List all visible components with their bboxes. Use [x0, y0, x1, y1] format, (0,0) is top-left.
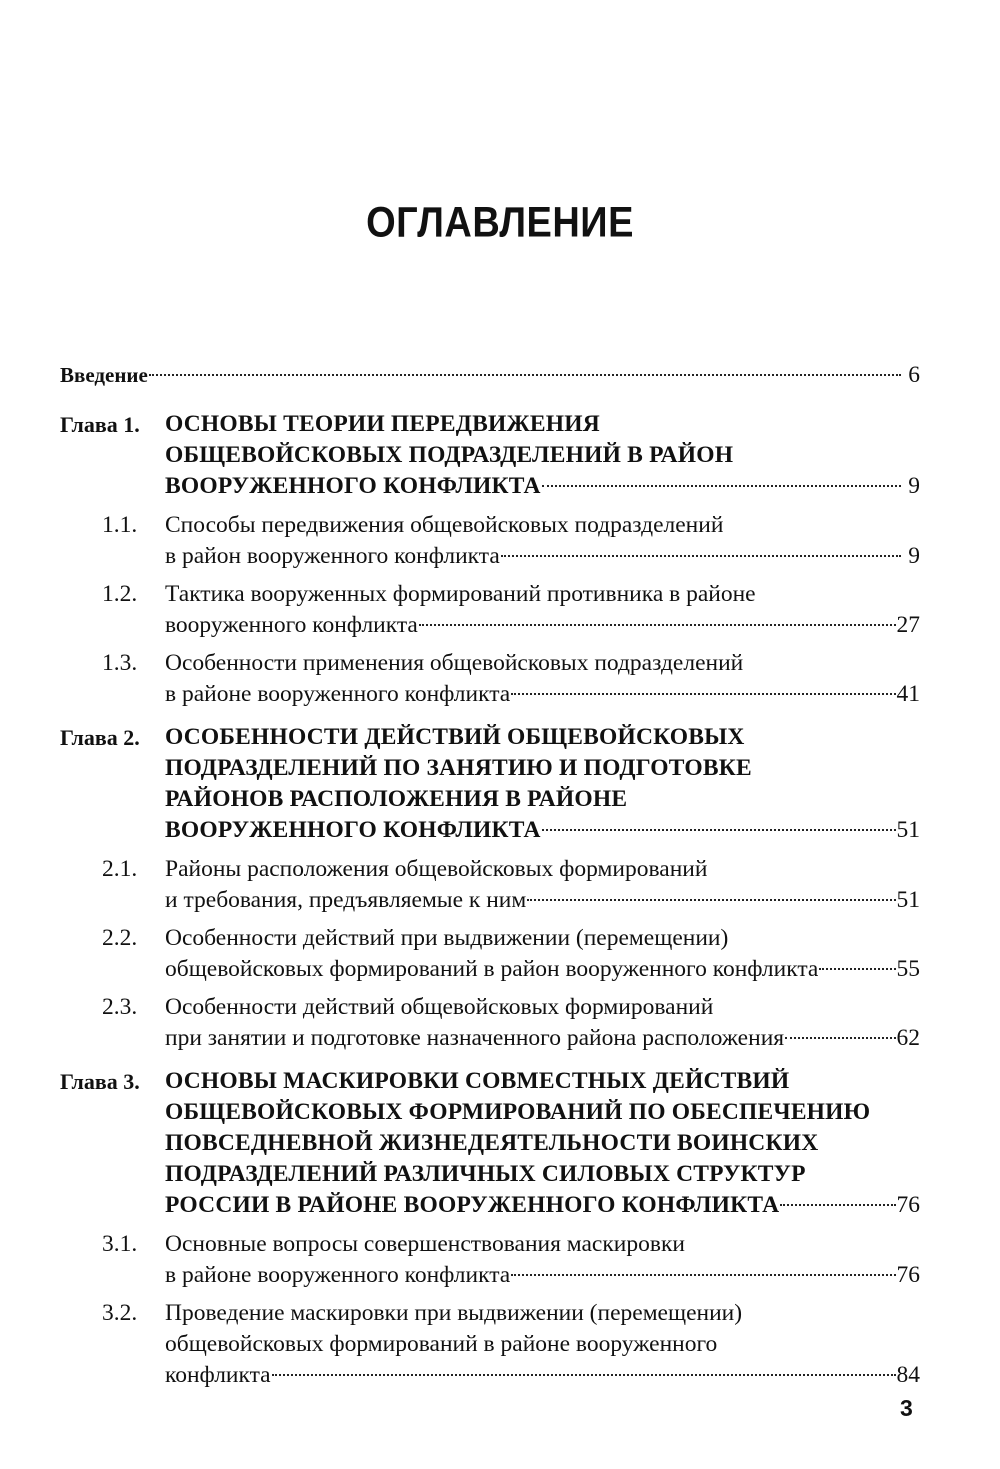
toc-line: [165, 510, 920, 541]
toc-line: [165, 753, 920, 784]
page-number: 51: [896, 817, 920, 843]
toc-line: [165, 409, 920, 440]
page-number: 27: [896, 612, 920, 638]
page-number: 55: [896, 956, 920, 982]
toc-entry-introduction[interactable]: [60, 360, 920, 391]
toc-line: [165, 885, 920, 916]
page-number: 9: [908, 543, 920, 569]
dot-leader: [511, 693, 895, 695]
toc-chapter-entry[interactable]: [60, 722, 920, 846]
toc-line: [165, 440, 920, 471]
entry-body: [165, 722, 920, 846]
dot-leader: [780, 1204, 895, 1206]
page-number: 41: [896, 681, 920, 707]
toc-line: [165, 954, 920, 985]
section-number: 1.3.: [102, 650, 138, 676]
section-number: 2.2.: [102, 925, 138, 951]
section-number: 2.1.: [102, 856, 138, 882]
toc-line: [165, 1298, 920, 1329]
toc-section-entry[interactable]: [60, 1229, 920, 1291]
entry-title-line: ОСНОВЫ МАСКИРОВКИ СОВМЕСТНЫХ ДЕЙСТВИЙ: [165, 1068, 790, 1094]
entry-title-line: Проведение маскировки при выдвижении (перемещении): [165, 1300, 743, 1326]
dot-leader: [511, 1274, 895, 1276]
toc-line: [165, 1190, 920, 1221]
toc-line: [165, 541, 920, 572]
dot-leader: [501, 555, 901, 557]
toc-line: [165, 648, 920, 679]
toc-line: [165, 1329, 920, 1360]
entry-title-line: при занятии и подготовке назначенного района расположения: [165, 1025, 785, 1051]
entry-title-line: ОСОБЕННОСТИ ДЕЙСТВИЙ ОБЩЕВОЙСКОВЫХ: [165, 724, 745, 750]
toc-section-entry[interactable]: [60, 854, 920, 916]
dot-leader: [272, 1374, 896, 1376]
page-title: ОГЛАВЛЕНИЕ: [366, 199, 634, 247]
section-number: 1.2.: [102, 581, 138, 607]
toc-chapter-entry[interactable]: [60, 1066, 920, 1221]
entry-body: [165, 579, 920, 641]
toc-line: [165, 815, 920, 846]
entry-title-line: Особенности действий при выдвижении (перемещении): [165, 925, 729, 951]
toc-section-entry[interactable]: [60, 923, 920, 985]
toc-section-entry[interactable]: [60, 510, 920, 572]
chapter-list: [60, 409, 920, 1391]
entry-title-line: Районы расположения общевойсковых формирований: [165, 856, 708, 882]
entry-body: [165, 510, 920, 572]
chapter-label: Глава 1.: [60, 412, 140, 437]
page-number: 62: [896, 1025, 920, 1051]
entry-title-line: Особенности действий общевойсковых формирований: [165, 994, 714, 1020]
entry-title-line: ОСНОВЫ ТЕОРИИ ПЕРЕДВИЖЕНИЯ: [165, 411, 600, 437]
toc-section-entry[interactable]: [60, 579, 920, 641]
entry-title-line: РАЙОНОВ РАСПОЛОЖЕНИЯ В РАЙОНЕ: [165, 786, 628, 812]
toc-line: [165, 610, 920, 641]
table-of-contents: [60, 360, 920, 1398]
entry-title-line: Способы передвижения общевойсковых подразделений: [165, 512, 724, 538]
toc-line: [165, 923, 920, 954]
toc-line: [165, 722, 920, 753]
page-number: 76: [896, 1192, 920, 1218]
entry-body: [165, 923, 920, 985]
toc-line: [165, 1229, 920, 1260]
toc-line: [165, 1159, 920, 1190]
entry-title-line: ПОДРАЗДЕЛЕНИЙ ПО ЗАНЯТИЮ И ПОДГОТОВКЕ: [165, 755, 752, 781]
toc-line: [165, 1360, 920, 1391]
entry-title-line: Особенности применения общевойсковых подразделений: [165, 650, 744, 676]
entry-body: [165, 1066, 920, 1221]
toc-line: [165, 1066, 920, 1097]
entry-title-line: ОБЩЕВОЙСКОВЫХ ПОДРАЗДЕЛЕНИЙ В РАЙОН: [165, 442, 734, 468]
entry-body: [165, 409, 920, 502]
entry-body: [165, 1229, 920, 1291]
entry-title-line: ВООРУЖЕННОГО КОНФЛИКТА: [165, 817, 541, 843]
entry-title-line: общевойсковых формирований в район вооруженного конфликта: [165, 956, 819, 982]
chapter-label: Глава 3.: [60, 1069, 140, 1094]
section-number: 2.3.: [102, 994, 138, 1020]
dot-leader: [527, 899, 895, 901]
section-number: 3.2.: [102, 1300, 138, 1326]
section-number: 3.1.: [102, 1231, 138, 1257]
entry-title-line: в районе вооруженного конфликта: [165, 1262, 511, 1288]
entry-title-line: вооруженного конфликта: [165, 612, 418, 638]
entry-title-line: Основные вопросы совершенствования маскировки: [165, 1231, 685, 1257]
entry-title-line: в районе вооруженного конфликта: [165, 681, 511, 707]
toc-section-entry[interactable]: [60, 992, 920, 1054]
entry-title-line: ПОВСЕДНЕВНОЙ ЖИЗНЕДЕЯТЕЛЬНОСТИ ВОИНСКИХ: [165, 1130, 819, 1156]
toc-line: [165, 1023, 920, 1054]
toc-chapter-entry[interactable]: [60, 409, 920, 502]
toc-section-entry[interactable]: [60, 1298, 920, 1391]
folio-page-number: 3: [900, 1395, 913, 1421]
toc-line: [165, 992, 920, 1023]
entry-body: [165, 648, 920, 710]
toc-line: [165, 784, 920, 815]
toc-line: [165, 1128, 920, 1159]
dot-leader: [542, 485, 901, 487]
page-number: 76: [896, 1262, 920, 1288]
page-number: 84: [896, 1362, 920, 1388]
page-number: 9: [908, 473, 920, 499]
toc-line: [165, 854, 920, 885]
entry-title-line: ОБЩЕВОЙСКОВЫХ ФОРМИРОВАНИЙ ПО ОБЕСПЕЧЕНИЮ: [165, 1099, 871, 1125]
entry-title-line: ПОДРАЗДЕЛЕНИЙ РАЗЛИЧНЫХ СИЛОВЫХ СТРУКТУР: [165, 1161, 806, 1187]
toc-line: [165, 1260, 920, 1291]
entry-title-line: в район вооруженного конфликта: [165, 543, 500, 569]
entry-title-line: конфликта: [165, 1362, 271, 1388]
entry-body: [165, 992, 920, 1054]
entry-body: [165, 1298, 920, 1391]
toc-line: [60, 360, 920, 391]
dot-leader: [149, 374, 901, 376]
page-number: 51: [896, 887, 920, 913]
toc-line: [165, 579, 920, 610]
dot-leader: [819, 968, 895, 970]
dot-leader: [542, 829, 896, 831]
entry-body: [165, 854, 920, 916]
entry-title-line: и требования, предъявляемые к ним: [165, 887, 527, 913]
entry-title-line: Тактика вооруженных формирований противника в районе: [165, 581, 756, 607]
dot-leader: [419, 624, 896, 626]
page-number: 6: [908, 362, 920, 388]
chapter-label: Глава 2.: [60, 725, 140, 750]
entry-title-line: общевойсковых формирований в районе вооруженного: [165, 1331, 718, 1357]
entry-title: Введение: [60, 363, 148, 387]
toc-section-entry[interactable]: [60, 648, 920, 710]
entry-title-line: ВООРУЖЕННОГО КОНФЛИКТА: [165, 473, 541, 499]
dot-leader: [785, 1037, 895, 1039]
toc-line: [165, 679, 920, 710]
toc-line: [165, 471, 920, 502]
toc-line: [165, 1097, 920, 1128]
entry-title-line: РОССИИ В РАЙОНЕ ВООРУЖЕННОГО КОНФЛИКТА: [165, 1192, 780, 1218]
section-number: 1.1.: [102, 512, 138, 538]
